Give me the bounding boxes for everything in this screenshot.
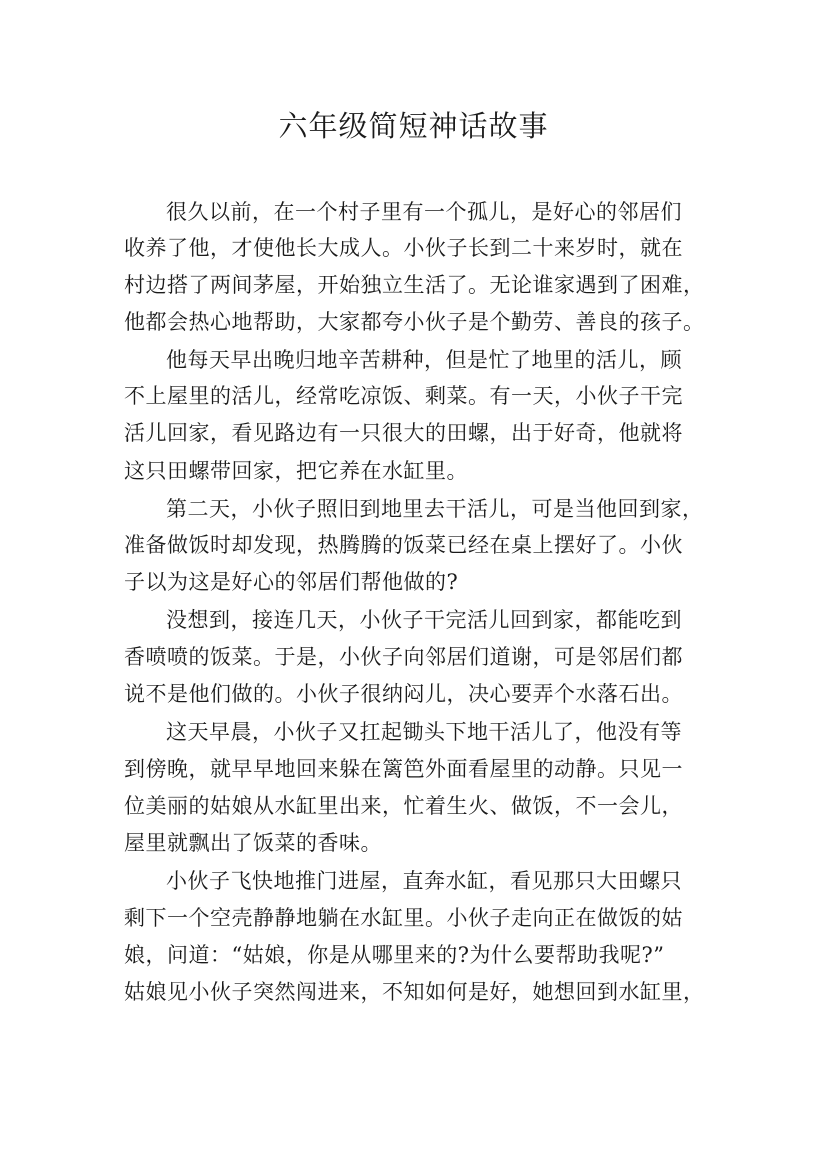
text-line: 没想到，接连几天，小伙子干完活儿回到家，都能吃到 bbox=[166, 608, 682, 632]
text-line: 位美丽的姑娘从水缸里出来，忙着生火、做饭，不一会儿， bbox=[124, 794, 683, 818]
text-line: 这天早晨，小伙子又扛起锄头下地干活儿了，他没有等 bbox=[166, 720, 682, 744]
text-line: 到傍晚，就早早地回来躲在篱笆外面看屋里的动静。只见一 bbox=[124, 757, 683, 781]
text-line: 很久以前，在一个村子里有一个孤儿，是好心的邻居们 bbox=[166, 200, 682, 224]
text-line: 活儿回家，看见路边有一只很大的田螺，出于好奇，他就将 bbox=[124, 421, 683, 445]
document-title: 六年级简短神话故事 bbox=[278, 109, 549, 143]
text-line: 第二天，小伙子照旧到地里去干活儿，可是当他回到家， bbox=[166, 497, 704, 521]
text-line: 香喷喷的饭菜。于是，小伙子向邻居们道谢，可是邻居们都 bbox=[124, 645, 683, 669]
text-line: 小伙子飞快地推门进屋，直奔水缸，看见那只大田螺只 bbox=[166, 869, 682, 893]
text-line: 不上屋里的活儿，经常吃凉饭、剩菜。有一天，小伙子干完 bbox=[124, 384, 683, 408]
text-line: 收养了他，才使他长大成人。小伙子长到二十来岁时，就在 bbox=[124, 236, 683, 260]
text-line: 剩下一个空壳静静地躺在水缸里。小伙子走向正在做饭的姑 bbox=[124, 906, 683, 930]
text-line: 娘，问道：“姑娘，你是从哪里来的?为什么要帮助我呢?” bbox=[124, 943, 665, 967]
text-line: 子以为这是好心的邻居们帮他做的? bbox=[124, 570, 459, 594]
text-line: 准备做饭时却发现，热腾腾的饭菜已经在桌上摆好了。小伙 bbox=[124, 533, 683, 557]
text-line: 他都会热心地帮助，大家都夸小伙子是个勤劳、善良的孩子。 bbox=[124, 310, 705, 334]
text-line: 屋里就飘出了饭菜的香味。 bbox=[124, 831, 382, 855]
text-line: 村边搭了两间茅屋，开始独立生活了。无论谁家遇到了困难， bbox=[124, 273, 705, 297]
text-line: 这只田螺带回家，把它养在水缸里。 bbox=[124, 459, 468, 483]
text-line: 姑娘见小伙子突然闯进来，不知如何是好，她想回到水缸里， bbox=[124, 980, 705, 1004]
text-line: 他每天早出晚归地辛苦耕种，但是忙了地里的活儿，顾 bbox=[166, 348, 682, 372]
text-line: 说不是他们做的。小伙子很纳闷儿，决心要弄个水落石出。 bbox=[124, 682, 683, 706]
